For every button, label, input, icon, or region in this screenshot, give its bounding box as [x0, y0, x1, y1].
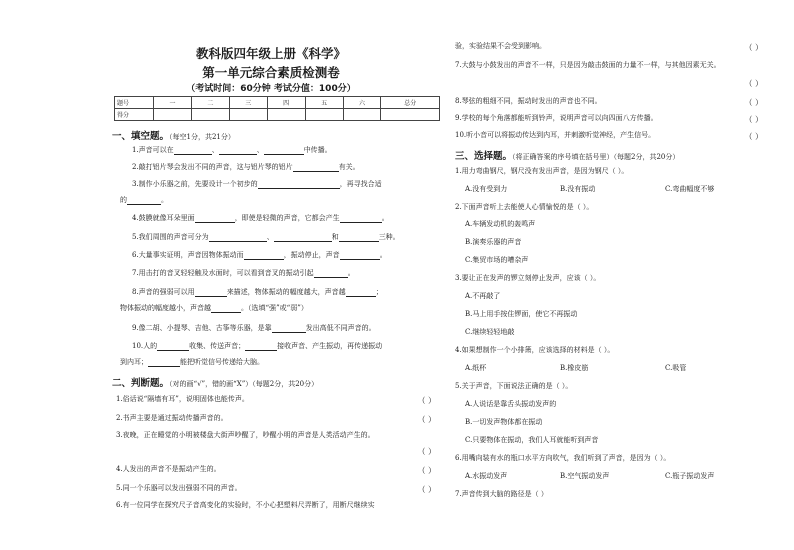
judge-q3: 3.夜晚，正在睡觉的小明被楼盘大街声吵醒了，吵醒小明的声音是人类活动产生的。: [116, 431, 375, 439]
choice-q6-option-a: A.水振动发声: [465, 472, 508, 480]
choice-q5-option-b: B.一切发声物体都在振动: [465, 418, 543, 426]
judge-q10: 10.听小音可以将振动传达到内耳，并刺激听觉神经，产生信号。: [455, 131, 656, 139]
choice-q6-option-c: C.瓶子振动发声: [665, 472, 715, 480]
choice-q7: 7.声音传到大脑的路径是（ ）: [455, 490, 548, 498]
judge-q8: 8.琴弦的粗细不同，振动时发出的声音也不同。: [455, 97, 602, 105]
answer-blank[interactable]: [219, 146, 257, 155]
answer-paren[interactable]: （ ）: [417, 466, 436, 475]
exam-info: （考试时间：60分钟 考试分值：100分）: [186, 84, 356, 94]
choice-q6: 6.用嘴向装有水的瓶口水平方向吹气，我们听到了声音，是因为（ ）。: [455, 454, 671, 462]
answer-paren[interactable]: （ ）: [417, 485, 436, 494]
answer-paren[interactable]: （ ）: [417, 447, 436, 456]
fill-q3: 3.制作小乐器之前，先要设计一个初步的 ，再寻找合适: [132, 180, 382, 188]
answer-blank[interactable]: [274, 233, 332, 242]
answer-blank[interactable]: [244, 251, 284, 260]
choice-q4: 4.如果想制作一个小排箫，应该选择的材料是（ ）。: [455, 346, 615, 354]
answer-blank[interactable]: [339, 233, 379, 242]
choice-q1: 1.用力弯曲钢尺，钢尺没有发出声音，是因为钢尺（ ）。: [455, 167, 629, 175]
answer-blank[interactable]: [209, 233, 267, 242]
judge-q7: 7.大鼓与小鼓发出的声音不一样，只是因为敲击鼓面的力量不一样，与其他因素无关。: [455, 61, 721, 69]
choice-q1-option-a: A.没有受到力: [465, 185, 508, 193]
answer-blank[interactable]: [272, 324, 306, 333]
fill-q8: 8.声音的强弱可以用 来描述，物体振动的幅度越大，声音越 ；: [132, 288, 383, 296]
judge-q2: 2.书声主要是通过振动传播声音的。: [116, 414, 228, 422]
answer-paren[interactable]: （ ）: [417, 415, 436, 424]
answer-blank[interactable]: [340, 251, 380, 260]
score-table: [114, 96, 440, 121]
score-cell[interactable]: [191, 109, 229, 121]
choice-q4-option-a: A.纸杯: [465, 364, 487, 372]
choice-q3: 3.要让正在发声的锣立刻停止发声，应该（ ）。: [455, 274, 601, 282]
answer-paren[interactable]: （ ）: [744, 79, 763, 88]
choice-q5: 5.关于声音，下面说法正确的是（ ）。: [455, 382, 573, 390]
choice-q3-option-c: C.继续轻轻地敲: [465, 328, 515, 336]
judge-q4: 4.人发出的声音不是振动产生的。: [116, 465, 221, 473]
answer-paren[interactable]: （ ）: [744, 43, 763, 52]
score-table-score-row: 得分: [115, 109, 440, 121]
answer-blank[interactable]: [346, 288, 376, 297]
choice-q4-option-b: B.橡皮筋: [560, 364, 589, 372]
answer-paren[interactable]: （ ）: [744, 98, 763, 107]
choice-q1-option-b: B.没有振动: [560, 185, 596, 193]
answer-paren[interactable]: （ ）: [417, 396, 436, 405]
judge-q5: 5.同一个乐器可以发出强弱不同的声音。: [116, 484, 242, 492]
answer-blank[interactable]: [264, 146, 304, 155]
fill-q1: 1.声音可以在 、 、 中传播。: [132, 146, 332, 154]
score-cell[interactable]: [154, 109, 192, 121]
answer-blank[interactable]: [293, 163, 339, 172]
fill-q10-cont: 到内耳； 能把听觉信号传递给大脑。: [120, 358, 264, 366]
answer-blank[interactable]: [258, 180, 340, 189]
choice-q3-option-a: A.不再敲了: [465, 292, 501, 300]
fill-q7: 7.用击打的音叉轻轻触及水面时，可以看到音叉的振动引起 。: [132, 269, 355, 277]
fill-q10: 10.人的 收集、传送声音； 接收声音、产生振动，再传递振动: [132, 342, 383, 350]
choice-q5-option-a: A.人说话是靠舌头振动发声的: [465, 400, 557, 408]
choice-q3-option-b: B.马上用手按住锣面，使它不再振动: [465, 310, 578, 318]
answer-blank[interactable]: [245, 342, 277, 351]
score-cell[interactable]: [305, 109, 343, 121]
judge-q9: 9.学校的每个角落都能听到铃声，说明声音可以向四面八方传播。: [455, 114, 658, 122]
fill-q2: 2.敲打铝片琴会发出不同的声音，这与铝片琴的铝片 有关。: [132, 163, 360, 171]
choice-q2-option-c: C.集贸市场的嘈杂声: [465, 256, 529, 264]
choice-q2: 2.下面声音听上去能使人心情愉悦的是（ ）。: [455, 203, 594, 211]
choice-q6-option-b: B.空气振动发声: [560, 472, 610, 480]
choice-q1-option-c: C.弯曲幅度不够: [665, 185, 715, 193]
answer-blank[interactable]: [340, 214, 382, 223]
answer-blank[interactable]: [314, 269, 348, 278]
judge-q6: 6.有一位同学在探究尺子音高变化的实验时，不小心把塑料尺弄断了，用断尺继续实: [116, 501, 375, 509]
choice-q5-option-c: C.只要物体在振动，我们人耳就能听到声音: [465, 436, 599, 444]
fill-q3-cont: 的 。: [120, 196, 168, 204]
score-cell[interactable]: [343, 109, 381, 121]
exam-subtitle: 第一单元综合素质检测卷: [202, 65, 340, 80]
fill-q4: 4.鼓膜就像耳朵里面 ，即使是轻微的声音，它都会产生 。: [132, 214, 389, 222]
answer-paren[interactable]: （ ）: [744, 115, 763, 124]
choice-q2-option-b: B.演奏乐器的声音: [465, 238, 522, 246]
score-cell[interactable]: [381, 109, 440, 121]
judge-q1: 1.俗话说“隔墙有耳”，说明固体也能传声。: [116, 395, 249, 403]
score-cell[interactable]: [229, 109, 267, 121]
score-cell[interactable]: [267, 109, 305, 121]
score-table-header-row: 题号 一 二 三 四 五 六 总分: [115, 97, 440, 109]
answer-blank[interactable]: [195, 288, 227, 297]
section3-heading: 三、选择题。（将正确答案的序号填在括号里）（每题2分，共20分）: [455, 151, 680, 162]
answer-blank[interactable]: [148, 358, 180, 367]
exam-title: 教科版四年级上册《科学》: [195, 46, 346, 61]
fill-q8-cont: 物体振动的幅度越小，声音越 。（选填“强”或“弱”）: [120, 304, 308, 312]
choice-q4-option-c: C.吸管: [665, 364, 687, 372]
fill-q6: 6.大量事实证明，声音因物体振动而 ，振动停止，声音 。: [132, 251, 387, 259]
section1-heading: 一、填空题。（每空1分，共21分）: [112, 131, 235, 142]
answer-blank[interactable]: [174, 146, 212, 155]
section2-heading: 二、判断题。（对的画“√”，错的画“X”）（每题2分，共20分）: [112, 378, 319, 389]
answer-blank[interactable]: [211, 304, 241, 313]
answer-paren[interactable]: （ ）: [744, 132, 763, 141]
choice-q2-option-a: A.车辆发动机的轰鸣声: [465, 220, 536, 228]
fill-q5: 5.我们周围的声音可分为 、 和 三种。: [132, 233, 400, 241]
answer-blank[interactable]: [195, 214, 235, 223]
answer-blank[interactable]: [157, 342, 189, 351]
judge-q6-cont: 验，实验结果不会受到影响。: [455, 42, 546, 50]
answer-blank[interactable]: [127, 196, 161, 205]
fill-q9: 9.像二胡、小提琴、吉他、古筝等乐器，是靠 发出高低不同声音的。: [132, 324, 376, 332]
